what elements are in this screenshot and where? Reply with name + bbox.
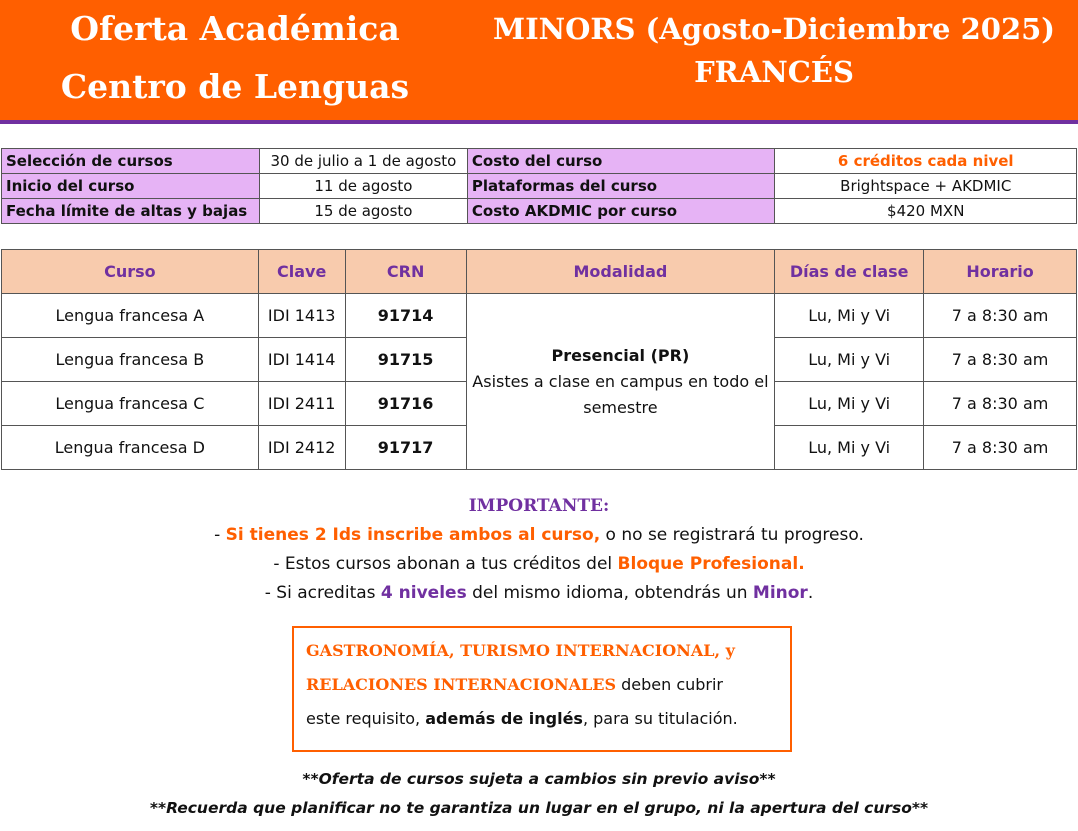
requirement-box: [292, 626, 792, 752]
info-row: [2, 149, 1077, 174]
header-left: [0, 0, 470, 120]
note-line-1: **Oferta de cursos sujeta a cambios sin previo aviso**: [302, 770, 776, 788]
info-label: Fecha límite de altas y bajas: [2, 199, 260, 224]
course-name: Lengua francesa B: [2, 338, 259, 382]
box-line-3: [306, 702, 790, 736]
info-label: Selección de cursos: [2, 149, 260, 174]
header-subtitle-line2: FRANCÉS: [694, 55, 854, 89]
modality-cell: [466, 294, 775, 470]
course-crn: 91717: [345, 426, 466, 470]
table-row: [2, 294, 1077, 338]
header-banner: [0, 0, 1078, 120]
info-value: 11 de agosto: [259, 174, 467, 199]
course-name: Lengua francesa C: [2, 382, 259, 426]
course-key: IDI 1414: [258, 338, 345, 382]
course-crn: 91716: [345, 382, 466, 426]
highlight-text: Bloque Profesional.: [617, 554, 805, 574]
course-key: IDI 1413: [258, 294, 345, 338]
box-line-1: GASTRONOMÍA, TURISMO INTERNACIONAL, y: [306, 641, 735, 660]
text-segment: deben cubrir: [616, 675, 724, 694]
footer-notes: [0, 765, 1078, 823]
info-value: Brightspace + AKDMIC: [775, 174, 1077, 199]
text-segment: o no se registrará tu progreso.: [600, 525, 864, 545]
course-days: Lu, Mi y Vi: [775, 338, 924, 382]
header-title-line1: Oferta Académica: [70, 9, 400, 48]
important-title: IMPORTANTE:: [468, 496, 610, 516]
text-segment: , para su titulación.: [582, 709, 738, 728]
modality-description: Asistes a clase en campus en todo el semestre: [472, 371, 769, 417]
modality-title: Presencial (PR): [551, 345, 690, 365]
header-right: [470, 8, 1078, 94]
course-schedule: 7 a 8:30 am: [924, 426, 1077, 470]
header-subtitle-line1: MINORS (Agosto-Diciembre 2025): [492, 12, 1056, 46]
header-divider: [0, 120, 1078, 124]
info-label: Inicio del curso: [2, 174, 260, 199]
column-header-clave: Clave: [258, 250, 345, 294]
column-header-horario: Horario: [924, 250, 1077, 294]
course-key: IDI 2412: [258, 426, 345, 470]
important-section: [0, 492, 1078, 608]
info-row: [2, 174, 1077, 199]
course-name: Lengua francesa D: [2, 426, 259, 470]
course-key: IDI 2411: [258, 382, 345, 426]
highlight-text: Minor: [752, 583, 808, 603]
box-line-2: [306, 668, 790, 702]
text-segment: - Si acreditas: [264, 583, 381, 603]
info-value: 6 créditos cada nivel: [775, 149, 1077, 174]
highlight-text: Si tienes 2 Ids inscribe ambos al curso,: [225, 525, 601, 545]
course-days: Lu, Mi y Vi: [775, 382, 924, 426]
text-segment: - Estos cursos abonan a tus créditos del: [273, 554, 618, 574]
column-header-modalidad: Modalidad: [466, 250, 775, 294]
info-table: [1, 148, 1077, 224]
important-line-3: [0, 579, 1078, 608]
courses-header-row: [2, 250, 1077, 294]
info-value: 30 de julio a 1 de agosto: [259, 149, 467, 174]
info-value: $420 MXN: [775, 199, 1077, 224]
course-crn: 91714: [345, 294, 466, 338]
course-schedule: 7 a 8:30 am: [924, 382, 1077, 426]
text-segment: .: [807, 583, 814, 603]
course-days: Lu, Mi y Vi: [775, 426, 924, 470]
info-label: Plataformas del curso: [467, 174, 775, 199]
info-label: Costo AKDMIC por curso: [467, 199, 775, 224]
highlight-text: 4 niveles: [380, 583, 467, 603]
column-header-crn: CRN: [345, 250, 466, 294]
course-schedule: 7 a 8:30 am: [924, 294, 1077, 338]
note-line-2: **Recuerda que planificar no te garantiza un lugar en el grupo, ni la apertura del curso**: [149, 799, 929, 817]
important-line-2: [0, 550, 1078, 579]
column-header-dias: Días de clase: [775, 250, 924, 294]
important-line-1: [0, 521, 1078, 550]
column-header-curso: Curso: [2, 250, 259, 294]
bold-text: además de inglés: [425, 709, 583, 728]
text-segment: -: [214, 525, 226, 545]
course-days: Lu, Mi y Vi: [775, 294, 924, 338]
course-crn: 91715: [345, 338, 466, 382]
info-value: 15 de agosto: [259, 199, 467, 224]
course-schedule: 7 a 8:30 am: [924, 338, 1077, 382]
info-row: [2, 199, 1077, 224]
info-label: Costo del curso: [467, 149, 775, 174]
text-segment: este requisito,: [306, 709, 426, 728]
highlight-text: RELACIONES INTERNACIONALES: [306, 675, 616, 694]
course-name: Lengua francesa A: [2, 294, 259, 338]
text-segment: del mismo idioma, obtendrás un: [466, 583, 753, 603]
header-title-line2: Centro de Lenguas: [60, 67, 410, 106]
courses-table: [1, 249, 1077, 470]
